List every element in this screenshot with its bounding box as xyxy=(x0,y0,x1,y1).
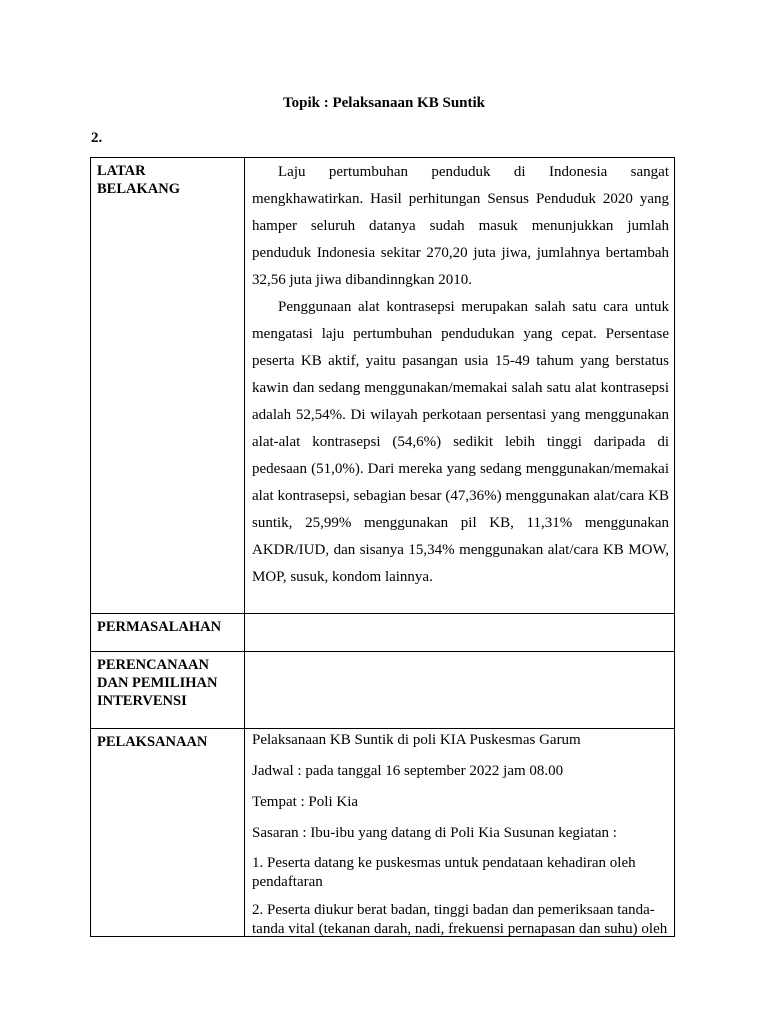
label-line: PERMASALAHAN xyxy=(97,619,222,635)
report-table xyxy=(90,157,675,937)
table-row-permasalahan xyxy=(91,614,675,652)
label-line: DAN PEMILIHAN xyxy=(97,675,218,691)
table-row-perencanaan xyxy=(91,652,675,729)
row-content-perencanaan xyxy=(245,652,675,729)
page-title: Topik : Pelaksanaan KB Suntik xyxy=(282,95,486,111)
background-paragraph-1: Laju pertumbuhan penduduk di Indonesia sangat mengkhawatirkan. Hasil perhitungan Sensus Penduduk 2020 yang hamper seluruh datanya sudah masuk menunjukkan jumlah penduduk Indonesia sekitar 270,20 juta jiwa, jumlahnya bertambah 32,56 juta jiwa dibandinngkan 2010. xyxy=(252,164,669,288)
row-content-pelaksanaan xyxy=(245,729,675,937)
implementation-line: Tempat : Poli Kia xyxy=(252,794,359,810)
row-label-perencanaan xyxy=(91,652,245,729)
implementation-line: 1. Peserta datang ke puskesmas untuk pendataan kehadiran oleh pendaftaran xyxy=(252,855,636,890)
table-row-pelaksanaan xyxy=(91,729,675,937)
implementation-line: Jadwal : pada tanggal 16 september 2022 jam 08.00 xyxy=(252,763,564,779)
implementation-line: Sasaran : Ibu-ibu yang datang di Poli Kia Susunan kegiatan : xyxy=(252,825,617,841)
row-label-latar-belakang xyxy=(91,158,245,614)
label-line: PERENCANAAN xyxy=(97,657,209,673)
implementation-line: Pelaksanaan KB Suntik di poli KIA Puskesmas Garum xyxy=(252,732,581,748)
row-label-pelaksanaan xyxy=(91,729,245,937)
row-label-permasalahan xyxy=(91,614,245,652)
label-line: INTERVENSI xyxy=(97,693,187,709)
row-content-latar-belakang xyxy=(245,158,675,614)
table-row-latar-belakang xyxy=(91,158,675,614)
label-line: PELAKSANAAN xyxy=(97,734,208,750)
background-paragraph-2: Penggunaan alat kontrasepsi merupakan salah satu cara untuk mengatasi laju pertumbuhan pendudukan yang cepat. Persentase peserta KB aktif, yaitu pasangan usia 15-49 tahum yang berstatus kawin dan sedang menggunakan/memakai salah satu alat kontrasepsi adalah 52,54%. Di wilayah perkotaan persentasi yang menggunakan alat-alat kontrasepsi (54,6%) sedikit lebih tinggi daripada di pedesaan (51,0%). Dari mereka yang sedang menggunakan/memakai alat kontrasepsi, sebagian besar (47,36%) menggunakan alat/cara KB suntik, 25,99% menggunakan pil KB, 11,31% menggunakan AKDR/IUD, dan sisanya 15,34% menggunakan alat/cara KB MOW, MOP, susuk, kondom lainnya. xyxy=(252,299,669,585)
section-number: 2. xyxy=(91,130,103,146)
label-line: BELAKANG xyxy=(97,181,180,197)
label-line: LATAR xyxy=(97,163,146,179)
row-content-permasalahan xyxy=(245,614,675,652)
implementation-line: 2. Peserta diukur berat badan, tinggi badan dan pemeriksaan tanda-tanda vital (tekanan darah, nadi, frekuensi pernapasan dan suhu) oleh xyxy=(252,902,668,936)
